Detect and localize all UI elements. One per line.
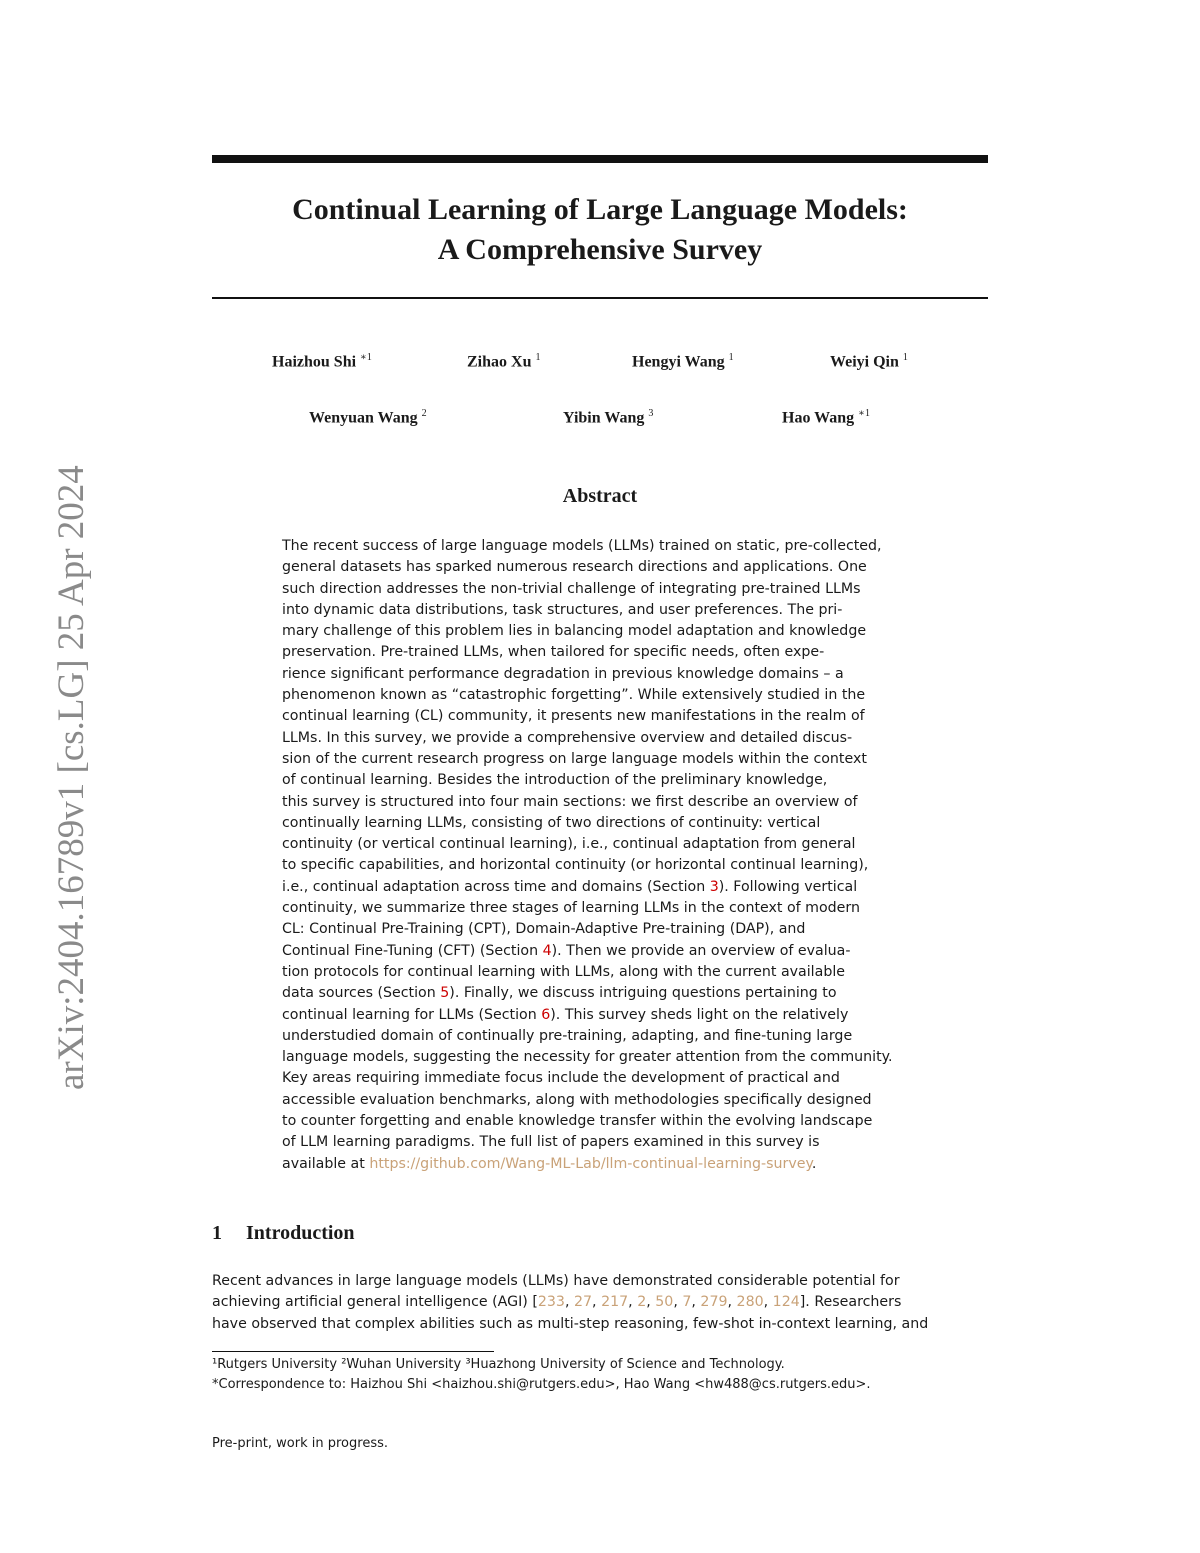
author-affil: ∗1 — [858, 408, 870, 419]
abstract-line: language models, suggesting the necessity for greater attention from the community. — [282, 1049, 893, 1066]
author-affil: ∗1 — [360, 352, 372, 363]
intro-paragraph — [212, 1271, 989, 1335]
abstract-line: CL: Continual Pre-Training (CPT), Domain-Adaptive Pre-training (DAP), and — [282, 921, 806, 938]
abstract-line: continually learning LLMs, consisting of two directions of continuity: vertical — [282, 814, 821, 831]
footnote-affiliations: ¹Rutgers University ²Wuhan University ³Huazhong University of Science and Technology. — [212, 1357, 785, 1372]
author-name: Hao Wang — [782, 409, 855, 427]
author — [830, 352, 908, 371]
abstract-line: general datasets has sparked numerous research directions and applications. One — [282, 559, 867, 576]
abstract-line: continuity, we summarize three stages of learning LLMs in the context of modern — [282, 900, 860, 917]
title-bottom-rule — [212, 297, 988, 299]
author-name: Wenyuan Wang — [309, 409, 418, 427]
paper-title — [212, 190, 988, 270]
abstract-line: continual learning (CL) community, it presents new manifestations in the realm of — [282, 708, 865, 725]
abstract-line: The recent success of large language models (LLMs) trained on static, pre-collected, — [282, 538, 882, 554]
abstract-line: preservation. Pre-trained LLMs, when tailored for specific needs, often expe- — [282, 644, 825, 661]
author — [272, 352, 372, 371]
author-affil: 2 — [421, 408, 427, 419]
title-line-2: A Comprehensive Survey — [437, 233, 763, 266]
abstract-line: of LLM learning paradigms. The full list of papers examined in this survey is — [282, 1134, 820, 1151]
author — [467, 352, 540, 371]
abstract-line: understudied domain of continually pre-training, adapting, and fine-tuning large — [282, 1027, 853, 1044]
abstract-line: i.e., continual adaptation across time and domains (Section 3). Following vertical — [282, 878, 858, 895]
author — [309, 408, 427, 427]
author-name: Zihao Xu — [467, 353, 532, 371]
abstract-line: phenomenon known as “catastrophic forgetting”. While extensively studied in the — [282, 687, 866, 704]
author-name: Hengyi Wang — [632, 353, 725, 371]
title-top-rule — [212, 155, 988, 163]
abstract-line: accessible evaluation benchmarks, along with methodologies specifically designed — [282, 1091, 872, 1108]
abstract-line: such direction addresses the non-trivial challenge of integrating pre-trained LLMs — [282, 580, 861, 597]
author-affil: 1 — [902, 352, 908, 363]
section-title: Introduction — [246, 1222, 355, 1244]
preprint-note: Pre-print, work in progress. — [212, 1436, 388, 1451]
abstract-line: to specific capabilities, and horizontal continuity (or horizontal continual learning), — [282, 857, 869, 874]
intro-line: Recent advances in large language models (LLMs) have demonstrated considerable potential for — [212, 1273, 900, 1289]
abstract-body — [282, 536, 919, 1175]
author — [563, 408, 653, 427]
section-number: 1 — [212, 1222, 222, 1244]
abstract-line: mary challenge of this problem lies in balancing model adaptation and knowledge — [282, 623, 867, 640]
author — [632, 352, 734, 371]
author-name: Haizhou Shi — [272, 353, 357, 371]
abstract-line: LLMs. In this survey, we provide a comprehensive overview and detailed discus- — [282, 729, 853, 746]
abstract-line: Key areas requiring immediate focus include the development of practical and — [282, 1070, 840, 1087]
abstract-line: rience significant performance degradation in previous knowledge domains – a — [282, 665, 844, 682]
abstract-line: this survey is structured into four main sections: we first describe an overview of — [282, 793, 858, 810]
author-affil: 1 — [728, 352, 734, 363]
arxiv-sidebar-id: arXiv:2404.16789v1 [cs.LG] 25 Apr 2024 — [51, 465, 92, 1090]
author-name: Yibin Wang — [563, 409, 645, 427]
abstract-line: to counter forgetting and enable knowledge transfer within the evolving landscape — [282, 1113, 873, 1130]
abstract-line: continual learning for LLMs (Section 6). This survey sheds light on the relatively — [282, 1006, 849, 1023]
abstract-line: data sources (Section 5). Finally, we discuss intriguing questions pertaining to — [282, 985, 837, 1002]
abstract-line: sion of the current research progress on large language models within the context — [282, 750, 867, 767]
author-affil: 3 — [648, 408, 654, 419]
author-name: Weiyi Qin — [830, 353, 899, 371]
abstract-line: available at https://github.com/Wang-ML-Lab/llm-continual-learning-survey. — [282, 1155, 817, 1172]
author-affil: 1 — [535, 352, 541, 363]
intro-line: achieving artificial general intelligence (AGI) [233, 27, 217, 2, 50, 7, 279, 280, 124]. Researchers — [212, 1294, 902, 1311]
abstract-line: Continual Fine-Tuning (CFT) (Section 4). Then we provide an overview of evalua- — [282, 942, 851, 959]
intro-line: have observed that complex abilities such as multi-step reasoning, few-shot in-context learning, and — [212, 1315, 929, 1332]
abstract-line: into dynamic data distributions, task structures, and user preferences. The pri- — [282, 601, 843, 618]
author — [782, 408, 870, 427]
abstract-line: of continual learning. Besides the introduction of the preliminary knowledge, — [282, 772, 828, 789]
abstract-heading: Abstract — [562, 485, 638, 507]
abstract-line: tion protocols for continual learning with LLMs, along with the current available — [282, 963, 845, 980]
section-heading — [212, 1222, 355, 1245]
abstract-line: continuity (or vertical continual learning), i.e., continual adaptation from general — [282, 836, 856, 853]
footnote-rule — [212, 1351, 494, 1352]
title-line-1: Continual Learning of Large Language Models: — [292, 193, 908, 226]
footnote-correspondence: *Correspondence to: Haizhou Shi <haizhou.shi@rutgers.edu>, Hao Wang <hw488@cs.rutgers.edu>. — [212, 1377, 871, 1392]
